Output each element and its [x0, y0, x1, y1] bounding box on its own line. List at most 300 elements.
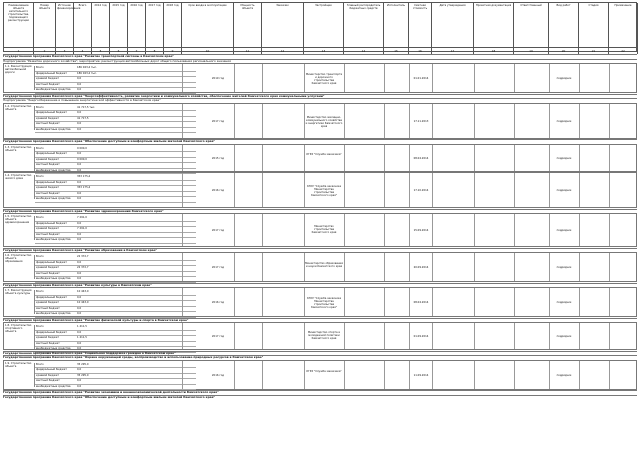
financing-source: краевой бюджет — [36, 116, 60, 120]
column-divider — [432, 288, 433, 316]
column-number: 20 — [549, 48, 579, 54]
column-divider — [579, 361, 580, 389]
column-divider — [182, 104, 183, 138]
financing-amount: 0,0 — [77, 260, 82, 264]
financing-amount: 0,0 — [77, 197, 82, 201]
customer: Министерство спорта и молодежной политики Камчатского края — [307, 331, 341, 341]
column-divider — [384, 253, 385, 281]
financing-amount: 41 717,5 — [77, 116, 89, 120]
financing-amount: 7 291,0 — [77, 216, 87, 219]
column-divider — [182, 145, 183, 171]
financing-table — [34, 216, 196, 240]
column-divider — [432, 323, 433, 349]
column-divider — [262, 253, 263, 281]
financing-table — [34, 325, 196, 349]
column-divider — [344, 288, 345, 316]
financing-amount: 0,0 — [77, 347, 82, 351]
column-number: 11 — [234, 48, 262, 54]
financing-source: федеральный бюджет — [36, 260, 67, 264]
column-divider — [579, 214, 580, 246]
section-heading: Государственная программа Камчатского края "Развитие образования в Камчатском крае" — [3, 248, 637, 253]
financing-source: федеральный бюджет — [36, 152, 67, 156]
project-block — [3, 213, 637, 247]
approval-date: 17.10.2014 — [413, 189, 429, 192]
approval-date: 08.04.2014 — [413, 156, 429, 160]
column-divider — [474, 253, 475, 281]
header-cell: Главный распорядитель бюджетных средств — [344, 3, 384, 47]
financing-source: местный бюджет — [36, 163, 60, 167]
column-number: 2 — [34, 48, 56, 54]
column-divider — [432, 173, 433, 207]
column-divider — [432, 214, 433, 246]
completion-year: 2016 год — [211, 373, 225, 377]
document-sheet — [3, 2, 637, 450]
column-divider — [609, 104, 610, 138]
column-divider — [262, 288, 263, 316]
approval-date: 01.01.2014 — [413, 77, 429, 80]
column-divider — [384, 214, 385, 246]
financing-amount: 9 000,0 — [77, 146, 87, 150]
financing-source: федеральный бюджет — [36, 111, 67, 115]
financing-amount: 1 411,5 — [77, 325, 87, 328]
financing-amount: 7 291,0 — [77, 227, 87, 231]
financing-row — [35, 238, 196, 244]
column-divider — [579, 145, 580, 171]
financing-amount: 0,0 — [77, 82, 82, 86]
column-divider — [514, 253, 515, 281]
financing-amount: 22 372,7 — [77, 266, 89, 270]
project-block — [3, 252, 637, 282]
column-divider — [579, 64, 580, 92]
project-name: 1.6. Строительство объекта образования — [5, 254, 32, 264]
financing-source: внебюджетные средства — [36, 238, 71, 242]
financing-amount: 35 295,0 — [77, 373, 89, 377]
column-divider — [432, 361, 433, 389]
project-block — [3, 360, 637, 390]
column-divider — [514, 145, 515, 171]
column-divider — [432, 64, 433, 92]
financing-table — [34, 66, 196, 90]
header-cell: 2018 год — [164, 3, 182, 47]
column-number: 18 — [474, 48, 514, 54]
column-divider — [344, 323, 345, 349]
column-divider — [609, 145, 610, 171]
column-number: 12 — [262, 48, 304, 54]
financing-amount: 0,0 — [77, 127, 82, 131]
approval-date: 11.09.2014 — [413, 373, 429, 377]
project-block — [3, 322, 637, 350]
section-heading: Государственная программа Камчатского края "Обеспечение доступным и комфортным жильем жителей Камчатского края" — [3, 395, 637, 400]
project-block — [3, 103, 637, 139]
executor: подрядчик — [556, 189, 572, 192]
project-name: 1.9. Строительство объекта — [5, 361, 32, 368]
column-divider — [182, 64, 183, 92]
column-divider — [344, 214, 345, 246]
column-divider — [182, 323, 183, 349]
column-divider — [384, 64, 385, 92]
financing-amount: 0,0 — [77, 122, 82, 126]
column-divider — [579, 173, 580, 207]
financing-source: Всего — [36, 66, 44, 69]
column-divider — [182, 214, 183, 246]
financing-amount: 0,0 — [77, 238, 82, 242]
financing-amount: 0,0 — [77, 330, 82, 334]
column-divider — [579, 323, 580, 349]
column-divider — [262, 323, 263, 349]
executor: подрядчик — [556, 335, 572, 338]
project-block — [3, 63, 637, 93]
column-divider — [234, 361, 235, 389]
financing-amount: 10 443,0 — [77, 301, 89, 305]
column-divider — [344, 361, 345, 389]
section-heading: Государственная программа Камчатского края "Развитие культуры в Камчатском крае" — [3, 283, 637, 288]
financing-source: Всего — [36, 290, 44, 293]
project-block — [3, 144, 637, 172]
column-divider — [579, 104, 580, 138]
column-divider — [262, 214, 263, 246]
column-divider — [432, 253, 433, 281]
financing-source: федеральный бюджет — [36, 368, 67, 372]
financing-source: Всего — [36, 105, 44, 109]
column-number: 10 — [182, 48, 234, 54]
financing-source: Всего — [36, 216, 44, 219]
column-number: 22 — [609, 48, 638, 54]
header-cell: Застройщик — [304, 3, 344, 47]
completion-year: 2017 год — [211, 229, 225, 232]
column-divider — [262, 361, 263, 389]
column-divider — [514, 214, 515, 246]
financing-source: Всего — [36, 255, 44, 258]
column-number: 5 — [92, 48, 110, 54]
column-divider — [514, 64, 515, 92]
financing-table — [34, 255, 196, 279]
column-divider — [304, 145, 305, 171]
column-divider — [384, 145, 385, 171]
financing-amount: 0,0 — [77, 152, 82, 156]
financing-source: федеральный бюджет — [36, 71, 67, 75]
customer: КГКУ "Служба заказчика" — [306, 369, 342, 373]
column-divider — [262, 104, 263, 138]
financing-source: краевой бюджет — [36, 227, 60, 231]
financing-amount: 0,0 — [77, 368, 82, 372]
customer: Министерство образования и науки Камчатского края — [305, 262, 343, 269]
column-divider — [474, 173, 475, 207]
financing-amount: 0,0 — [77, 221, 82, 225]
financing-amount: 0,0 — [77, 277, 82, 281]
financing-amount: 353 175,4 — [77, 175, 91, 178]
header-cell: Срок ввода в эксплуатацию — [182, 3, 234, 47]
column-divider — [432, 104, 433, 138]
financing-amount: 0,0 — [77, 111, 82, 115]
financing-amount: 10 443,0 — [77, 290, 89, 293]
section-heading: Государственная программа Камчатского края "Обеспечение доступным и комфортным жильем жителей Камчатского края" — [3, 139, 637, 144]
column-divider — [609, 361, 610, 389]
column-divider — [344, 104, 345, 138]
column-divider — [234, 173, 235, 207]
column-divider — [182, 173, 183, 207]
column-divider — [609, 253, 610, 281]
column-divider — [579, 288, 580, 316]
financing-source: Всего — [36, 362, 44, 366]
financing-amount: 0,0 — [77, 77, 82, 81]
financing-table — [34, 147, 196, 171]
financing-amount: 9 000,0 — [77, 157, 87, 161]
financing-amount: 0,0 — [77, 379, 82, 383]
column-divider — [262, 173, 263, 207]
financing-amount: 0,0 — [77, 232, 82, 236]
column-divider — [234, 214, 235, 246]
financing-amount: 0,0 — [77, 191, 82, 195]
financing-amount: 0,0 — [77, 88, 82, 92]
financing-source: местный бюджет — [36, 122, 60, 126]
financing-table — [34, 363, 196, 387]
column-divider — [234, 253, 235, 281]
section-heading: Подпрограмма "Развитие дорожного хозяйства"; мероприятие: реконструкция автомобильных дорог общего пользования регионального значения — [3, 59, 637, 64]
project-block — [3, 287, 637, 317]
column-divider — [234, 145, 235, 171]
header-cell: 2015 год — [110, 3, 128, 47]
project-name: 1.2. Строительство объекта — [5, 104, 32, 111]
financing-source: внебюджетные средства — [36, 347, 71, 351]
header-cell: 2014 год — [92, 3, 110, 47]
column-divider — [344, 64, 345, 92]
project-name: 1.4. Строительство жилого дома — [5, 174, 32, 181]
column-number: 9 — [164, 48, 182, 54]
section-heading: Государственная программа Камчатского края "Развитие экономики и внешнеэкономической деятельности Камчатского края" — [3, 390, 637, 395]
financing-source: Всего — [36, 325, 44, 328]
financing-source: краевой бюджет — [36, 266, 60, 270]
column-divider — [609, 288, 610, 316]
column-divider — [262, 145, 263, 171]
financing-source: краевой бюджет — [36, 186, 60, 190]
approval-date: 17.11.2013 — [413, 119, 429, 123]
column-number: 14 — [344, 48, 384, 54]
financing-source: федеральный бюджет — [36, 330, 67, 334]
column-divider — [384, 288, 385, 316]
column-divider — [234, 323, 235, 349]
financing-amount: 186 043,4 тыс. — [77, 71, 97, 75]
financing-amount: 0,0 — [77, 168, 82, 172]
financing-amount: 41 717,5 тыс. — [77, 105, 96, 109]
financing-source: местный бюджет — [36, 379, 60, 383]
column-divider — [384, 173, 385, 207]
financing-source: внебюджетные средства — [36, 277, 71, 281]
project-name: 1.5. Строительство объекта здравоохранения — [5, 215, 32, 225]
financing-amount: 0,0 — [77, 271, 82, 275]
column-number: 3 — [56, 48, 74, 54]
section-heading: Государственная программа Камчатского края "Развитие здравоохранения Камчатского края" — [3, 209, 637, 214]
column-divider — [474, 104, 475, 138]
financing-source: краевой бюджет — [36, 77, 60, 81]
financing-source: местный бюджет — [36, 232, 60, 236]
financing-source: местный бюджет — [36, 306, 60, 310]
column-divider — [344, 145, 345, 171]
project-name: 1.8. Строительство спортивного объекта — [5, 324, 32, 334]
column-number: 16 — [409, 48, 432, 54]
project-name: 1.3. Строительство объекта — [5, 145, 32, 152]
financing-source: краевой бюджет — [36, 373, 60, 377]
column-divider — [474, 361, 475, 389]
column-divider — [514, 361, 515, 389]
financing-source: краевой бюджет — [36, 301, 60, 305]
header-cell: Сметная стоимость — [409, 3, 432, 47]
approval-date: 01.09.2014 — [413, 335, 429, 338]
column-divider — [344, 173, 345, 207]
customer: КГКУ "Служба заказчика Министерства строительства Камчатского края" — [306, 185, 342, 198]
column-divider — [579, 253, 580, 281]
financing-source: внебюджетные средства — [36, 197, 71, 201]
column-divider — [514, 173, 515, 207]
column-divider — [234, 104, 235, 138]
financing-source: Всего — [36, 175, 44, 178]
column-divider — [234, 288, 235, 316]
header-cell: Всего — [74, 3, 92, 47]
column-divider — [474, 214, 475, 246]
column-divider — [609, 64, 610, 92]
column-number: 8 — [146, 48, 164, 54]
financing-table — [34, 290, 196, 314]
financing-source: внебюджетные средства — [36, 127, 71, 131]
section-heading: Государственная программа Камчатского края "Энергоэффективность, развитие энергетики и коммунального хозяйства, обеспечение жителей Камчатского края коммунальными услугами" — [3, 94, 637, 99]
column-divider — [304, 361, 305, 389]
column-number: 15 — [384, 48, 409, 54]
financing-amount: 353 175,4 — [77, 186, 91, 190]
column-divider — [474, 145, 475, 171]
header-cell: Исполнитель — [384, 3, 409, 47]
section-heading: Государственная программа Камчатского края "Социальная поддержка граждан в Камчатском крае" — [3, 351, 637, 356]
customer: Министерство строительства Камчатского края — [311, 225, 337, 235]
completion-year: 2016 год — [211, 189, 225, 192]
financing-source: местный бюджет — [36, 82, 60, 86]
executor: подрядчик — [556, 229, 572, 232]
header-cell: 2016 год — [128, 3, 146, 47]
financing-amount: 1 411,5 — [77, 336, 87, 340]
column-divider — [234, 64, 235, 92]
column-divider — [344, 253, 345, 281]
financing-source: местный бюджет — [36, 271, 60, 275]
financing-source: внебюджетные средства — [36, 312, 71, 316]
column-divider — [262, 64, 263, 92]
header-cell: 2017 год — [146, 3, 164, 47]
approval-date: 08.04.2014 — [413, 301, 429, 304]
column-number: 21 — [579, 48, 609, 54]
completion-year: 2019 год — [211, 77, 225, 80]
header-cell: Источник финансирования — [56, 3, 74, 47]
completion-year: 2016 год — [211, 301, 225, 304]
section-heading: Государственная программа Камчатского края "Развитие транспортной системы в Камчатском крае" — [3, 54, 637, 59]
section-heading: Государственная программа Камчатского края "Развитие физической культуры и спорта в Камчатском крае" — [3, 318, 637, 323]
column-divider — [182, 288, 183, 316]
table-header — [3, 2, 637, 52]
financing-source: Всего — [36, 146, 44, 150]
financing-row — [35, 128, 196, 134]
customer: Министерство жилищно-коммунального хозяйства и энергетики Камчатского края — [305, 115, 343, 128]
executor: подрядчик — [556, 156, 572, 160]
project-block — [3, 172, 637, 208]
column-divider — [514, 288, 515, 316]
column-divider — [474, 323, 475, 349]
header-cell: Наименование объекта капитального строительства, подлежащего реконструкции — [4, 3, 34, 47]
financing-amount: 35 295,0 — [77, 362, 89, 366]
financing-source: местный бюджет — [36, 341, 60, 345]
financing-amount: 0,0 — [77, 180, 82, 184]
column-number: 19 — [514, 48, 549, 54]
financing-amount: 0,0 — [77, 341, 82, 345]
header-cell: Номер объекта — [34, 3, 56, 47]
financing-source: местный бюджет — [36, 191, 60, 195]
section-heading: Государственная программа Камчатского края "Охрана окружающей среды, воспроизводство и использование природных ресурсов в Камчатском крае" — [3, 355, 637, 360]
financing-amount: 0,0 — [77, 312, 82, 316]
financing-source: краевой бюджет — [36, 336, 60, 340]
financing-amount: 0,0 — [77, 163, 82, 167]
column-number: 1 — [4, 48, 34, 54]
financing-source: внебюджетные средства — [36, 168, 71, 172]
header-cell: Вид работ — [549, 3, 579, 47]
financing-amount: 22 372,7 — [77, 255, 89, 258]
column-number: 4 — [74, 48, 92, 54]
column-divider — [514, 323, 515, 349]
financing-table — [34, 106, 196, 130]
column-divider — [384, 104, 385, 138]
section-heading: Подпрограмма "Энергосбережение и повышение энергетической эффективности в Камчатском крае" — [3, 98, 637, 103]
financing-source: краевой бюджет — [36, 157, 60, 161]
column-divider — [432, 145, 433, 171]
executor: подрядчик — [556, 301, 572, 304]
header-cell: Ответственный — [514, 3, 549, 47]
executor: подрядчик — [556, 373, 572, 377]
column-number: 17 — [432, 48, 474, 54]
executor: подрядчик — [556, 266, 572, 269]
column-number-row — [4, 47, 638, 54]
completion-year: 2017 год — [211, 119, 225, 123]
customer: КГКУ "Служба заказчика Министерства строительства Камчатского края" — [306, 297, 342, 310]
approval-date: 20.09.2014 — [413, 266, 429, 269]
approval-date: 15.09.2014 — [413, 229, 429, 232]
column-number: 6 — [110, 48, 128, 54]
financing-source: федеральный бюджет — [36, 180, 67, 184]
customer: КГКУ "Служба заказчика" — [306, 152, 342, 156]
customer: Министерство транспорта и дорожного строительства Камчатского края — [305, 73, 343, 86]
executor: подрядчик — [556, 77, 572, 80]
financing-source: федеральный бюджет — [36, 221, 67, 225]
header-cell: Дата утверждения — [432, 3, 474, 47]
completion-year: 2017 год — [211, 335, 225, 338]
financing-table — [34, 175, 196, 199]
column-divider — [609, 173, 610, 207]
column-divider — [609, 323, 610, 349]
completion-year: 2017 год — [211, 266, 225, 269]
header-cell: Примечание — [609, 3, 638, 47]
financing-source: внебюджетные средства — [36, 88, 71, 92]
financing-amount: 186 043,4 тыс. — [77, 66, 97, 69]
financing-amount: 0,0 — [77, 384, 82, 388]
column-divider — [182, 361, 183, 389]
executor: подрядчик — [556, 119, 572, 123]
financing-amount: 0,0 — [77, 306, 82, 310]
column-divider — [609, 214, 610, 246]
column-divider — [384, 323, 385, 349]
financing-amount: 0,0 — [77, 295, 82, 299]
financing-source: внебюджетные средства — [36, 384, 71, 388]
project-name: 1.1. Реконструкция автомобильной дороги — [5, 65, 32, 75]
column-number: 7 — [128, 48, 146, 54]
project-name: 1.7. Реконструкция объекта культуры — [5, 289, 32, 296]
column-divider — [474, 288, 475, 316]
header-cell: Проектная документация — [474, 3, 514, 47]
header-cell: Стадия — [579, 3, 609, 47]
column-divider — [474, 64, 475, 92]
header-cell: Заказчик — [262, 3, 304, 47]
